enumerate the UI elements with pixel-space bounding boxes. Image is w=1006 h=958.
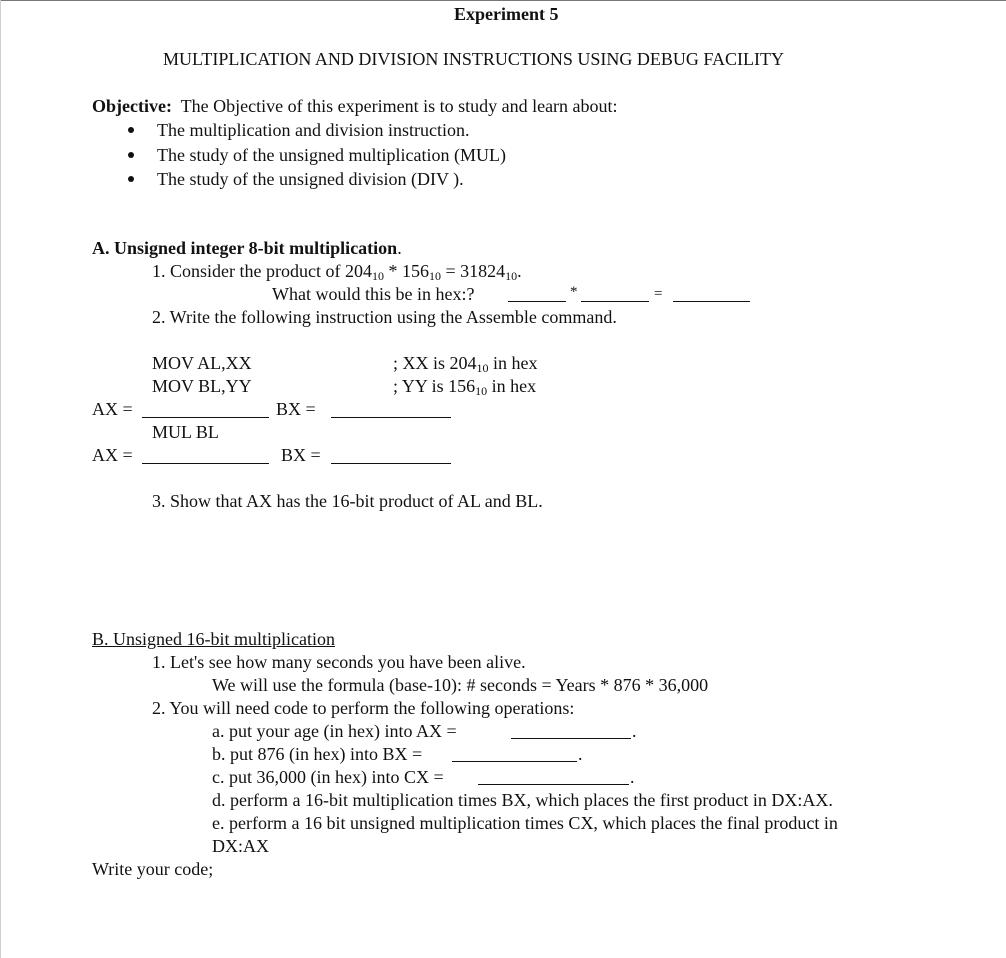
write-code-prompt: Write your code; [92,859,214,879]
code-comment-1 [393,352,538,374]
hex-equals: = [654,286,663,302]
comment1-prefix: ; XX is 204 [393,353,477,373]
code-line-1: MOV AL,XX [152,353,252,373]
experiment-subtitle: MULTIPLICATION AND DIVISION INSTRUCTIONS USING DEBUG FACILITY [163,49,784,69]
op-c-blank[interactable] [478,784,629,785]
page-left-border [0,0,1,958]
section-b-step-1: 1. Let's see how many seconds you have been alive. [152,652,526,672]
op-c: c. put 36,000 (in hex) into CX = [212,767,444,787]
step1-sub-2: 10 [428,269,441,283]
step1-end: . [517,261,522,281]
hex-answer-blank-3[interactable] [673,301,750,302]
bullet-icon [128,127,134,133]
hex-answer-blank-2[interactable] [581,301,649,302]
section-a-heading-period: . [397,238,402,258]
section-a-heading: A. Unsigned integer 8-bit multiplication [92,238,398,258]
section-b-formula: We will use the formula (base-10): # seconds = Years * 876 * 36,000 [212,675,709,695]
ax-after-blank[interactable] [142,463,269,464]
comment2-sub: 10 [475,384,488,398]
objective-bullet-3: The study of the unsigned division (DIV ). [157,169,464,189]
code-comment-2 [393,375,536,397]
objective-text: The Objective of this experiment is to study and learn about: [180,96,618,116]
op-a-blank[interactable] [511,738,631,739]
comment1-suffix: in hex [488,353,538,373]
bx-after-blank[interactable] [331,463,451,464]
op-e: e. perform a 16 bit unsigned multiplication times CX, which places the final product in [212,813,838,833]
comment2-prefix: ; YY is 156 [393,376,476,396]
op-b-period: . [578,744,583,764]
op-a-period: . [632,721,637,741]
objective-bullet-1: The multiplication and division instruction. [157,120,470,140]
objective-label: Objective: [92,96,172,116]
step1-prefix: 1. Consider the product of 204 [152,261,372,281]
code-line-mul: MUL BL [152,422,219,442]
hex-answer-blank-1[interactable] [508,301,566,302]
op-e-continued: DX:AX [212,836,269,856]
section-b-step-2: 2. You will need code to perform the following operations: [152,698,575,718]
section-a-step-2: 2. Write the following instruction using the Assemble command. [152,307,617,327]
op-b-blank[interactable] [452,761,577,762]
op-c-period: . [630,767,635,787]
bx-label-after: BX = [281,445,321,465]
op-a: a. put your age (in hex) into AX = [212,721,457,741]
ax-label-after: AX = [92,445,133,465]
experiment-title: Experiment 5 [454,4,559,24]
page-top-border [0,0,1006,1]
bullet-icon [128,176,134,182]
step1-sub-1: 10 [371,269,384,283]
section-a-step-1 [152,260,522,282]
step1-sub-3: 10 [505,269,518,283]
code-line-2: MOV BL,YY [152,376,252,396]
comment2-suffix: in hex [487,376,537,396]
objective-line [92,95,618,117]
ax-label-before: AX = [92,399,133,419]
ax-before-blank[interactable] [142,417,269,418]
objective-bullet-2: The study of the unsigned multiplication (MUL) [157,145,506,165]
comment1-sub: 10 [476,361,489,375]
bullet-icon [128,152,134,158]
section-a-heading-line [92,237,402,259]
step1-mid-1: * 156 [383,261,429,281]
bx-before-blank[interactable] [331,417,451,418]
hex-star: * [570,284,578,300]
hex-question: What would this be in hex:? [272,284,475,304]
section-a-step-3: 3. Show that AX has the 16-bit product of AL and BL. [152,491,543,511]
step1-mid-2: = 31824 [440,261,506,281]
section-b-heading: B. Unsigned 16-bit multiplication [92,629,335,649]
bx-label-before: BX = [276,399,316,419]
op-b: b. put 876 (in hex) into BX = [212,744,423,764]
op-d: d. perform a 16-bit multiplication times BX, which places the first product in DX:AX. [212,790,833,810]
